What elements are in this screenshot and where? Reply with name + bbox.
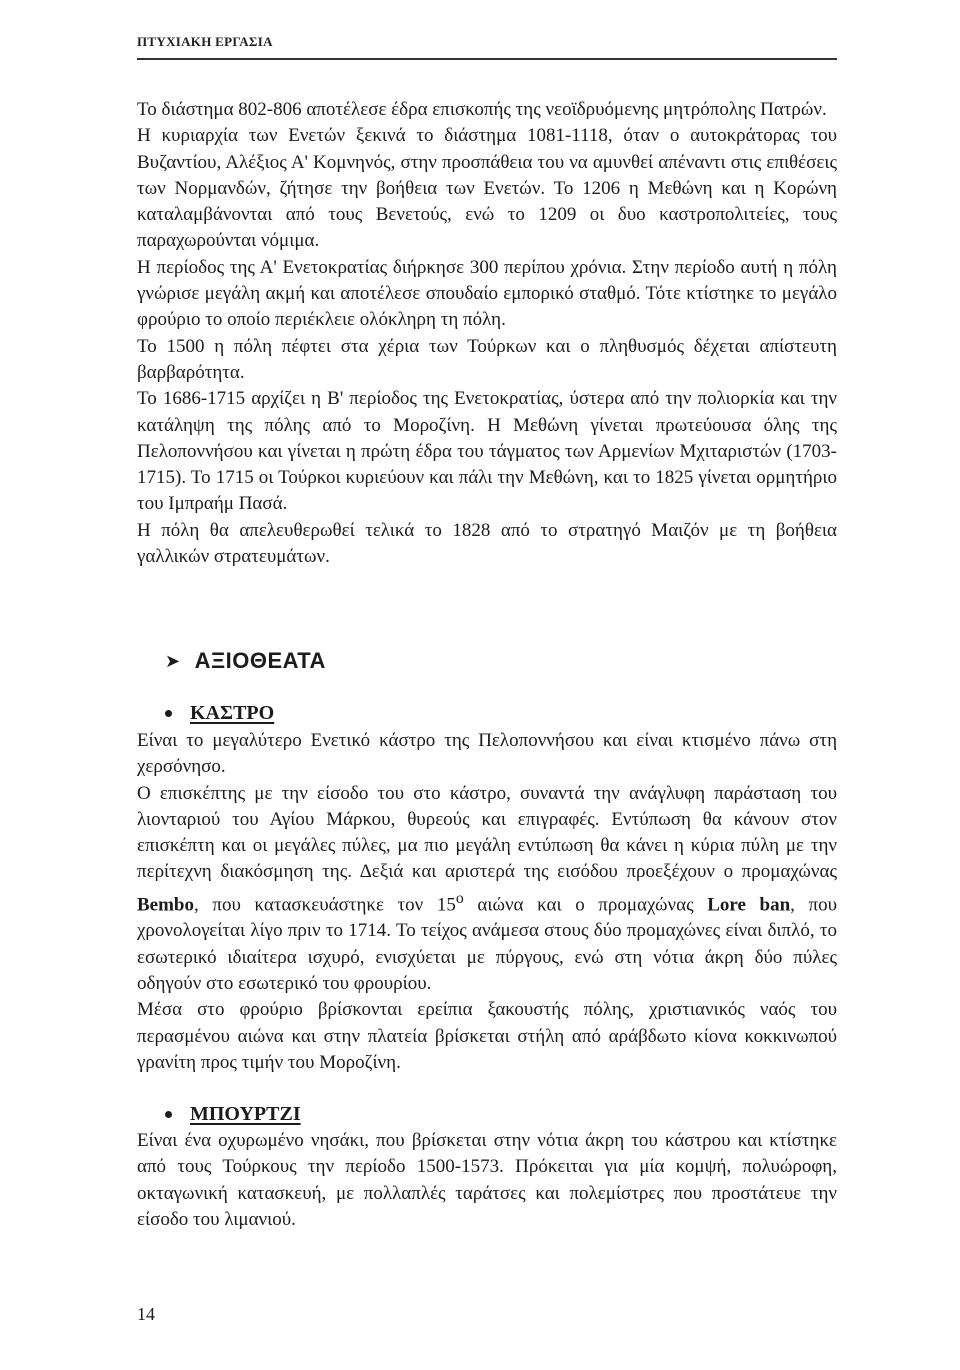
history-paragraph-2: Η κυριαρχία των Ενετών ξεκινά το διάστημα 1081-1118, όταν ο αυτοκράτορας του Βυζαντίου, Αλέξιος Α' Κομνηνός, στην προσπάθεια του να αμυνθεί απέναντι στις επιθέσεις των Νορμανδών, ζήτησε την βοήθεια των Ενετών. Το 1206 η Μεθώνη και η Κορώνη καταλαμβάνονται από τους Βενετούς, ενώ το 1209 οι δυο καστροπολιτείες, τους παραχωρούνται νόμιμα. <box>137 125 837 252</box>
castle-paragraph-1: Είναι το μεγαλύτερο Ενετικό κάστρο της Πελοποννήσου και είναι κτισμένο πάνω στη χερσόνησο. <box>137 730 837 778</box>
bastion-bembo: Bembo <box>137 894 194 916</box>
header-rule <box>137 58 837 60</box>
bullet-icon <box>165 710 172 717</box>
subheading-bourtzi-label: ΜΠΟΥΡΤΖΙ <box>190 1103 301 1125</box>
bullet-icon <box>165 1111 172 1118</box>
history-paragraph-3: Η περίοδος της Α' Ενετοκρατίας διήρκησε 300 περίπου χρόνια. Στην περίοδο αυτή η πόλη γνώρισε μεγάλη ακμή και αποτέλεσε σπουδαίο εμπορικό σταθμό. Τότε κτίστηκε το μεγάλο φρούριο το οποίο περιέκλειε ολόκληρη τη πόλη. <box>137 256 837 331</box>
bourtzi-section <box>137 1128 837 1233</box>
castle-p2-text-a: Ο επισκέπτης με την είσοδο του στο κάστρο, συναντά την ανάγλυφη παράσταση του λιονταριού του Αγίου Μάρκου, θυρεούς και επιγραφές. Εντύπωση θα κάνουν στον επισκέπτη και οι μεγάλες πύλες, μα πιο μεγάλη εντύπωση θα κάνει η κύρια πύλη με την περίτεχνη διακόσμηση της. Δεξιά και αριστερά της εισόδου προεξέχουν ο προμαχώνας <box>137 782 837 883</box>
castle-p2-text-b: , που κατασκευάστηκε τον 15 <box>194 894 456 916</box>
history-paragraph-5: Το 1686-1715 αρχίζει η Β' περίοδος της Ενετοκρατίας, ύστερα από την πολιορκία και την κατάληψη της πόλης από το Μοροζίνη. Η Μεθώνη γίνεται πρωτεύουσα όλης της Πελοποννήσου και γίνεται η πρώτη έδρα του τάγματος των Αρμενίων Μχιταριστών (1703-1715). Το 1715 οι Τούρκοι κυριεύουν και πάλι την Μεθώνη, και το 1825 γίνεται ορμητήριο του Ιμπραήμ Πασά. <box>137 388 837 515</box>
castle-p2-text-c: αιώνα και ο προμαχώνας <box>463 894 708 916</box>
history-paragraph-1: Το διάστημα 802-806 αποτέλεσε έδρα επισκοπής της νεοϊδρυόμενης μητρόπολης Πατρών. <box>137 99 827 120</box>
castle-section <box>137 728 837 1076</box>
running-header: ΠΤΥΧΙΑΚΗ ΕΡΓΑΣΙΑ <box>137 34 273 49</box>
castle-paragraph-3: Μέσα στο φρούριο βρίσκονται ερείπια ξακουστής πόλης, χριστιανικός ναός του περασμένου αιώνα και στην πλατεία βρίσκεται στήλη από αράβδωτο κίονα κοκκινωπού γρανίτη προς τιμήν του Μοροζίνη. <box>137 999 837 1073</box>
subheading-bourtzi <box>165 1103 301 1126</box>
castle-paragraph-2 <box>137 781 837 998</box>
section-heading-label: ΑΞΙΟΘΕΑΤΑ <box>194 648 326 673</box>
bourtzi-paragraph-1: Είναι ένα οχυρωμένο νησάκι, που βρίσκεται στην νότια άκρη του κάστρου και κτίστηκε από τους Τούρκους την περίοδο 1500-1573. Πρόκειται για μία κομψή, πολυώροφη, οκταγωνική κατασκευή, με πολλαπλές ταράτσες και πολεμίστρες που προστάτευε την είσοδο του λιμανιού. <box>137 1130 837 1230</box>
bastion-lore-ban: Lore ban <box>707 894 791 916</box>
page-number: 14 <box>137 1304 155 1324</box>
century-superscript: ο <box>455 889 464 907</box>
subheading-castle <box>165 702 274 725</box>
section-heading-sights <box>165 648 326 674</box>
castle-p2-text-d: , που χρονολογείται λίγο πριν το 1714. Το τείχος ανάμεσα στους δύο προμαχώνες είναι διπλό, το εσωτερικό ιδιαίτερα ισχυρό, ενισχύεται με πύργους, ενώ στη νότια άκρη δύο πύλες οδηγούν στο εσωτερικό του φρουρίου. <box>137 894 838 994</box>
history-paragraph-4: Το 1500 η πόλη πέφτει στα χέρια των Τούρκων και ο πληθυσμός δέχεται απίστευτη βαρβαρότητα. <box>137 335 837 383</box>
subheading-castle-label: ΚΑΣΤΡΟ <box>190 702 275 724</box>
arrow-bullet-icon: ➤ <box>165 650 181 671</box>
history-section <box>137 97 837 570</box>
history-paragraph-6: Η πόλη θα απελευθερωθεί τελικά το 1828 από το στρατηγό Μαιζόν με τη βοήθεια γαλλικών στρατευμάτων. <box>137 519 837 568</box>
